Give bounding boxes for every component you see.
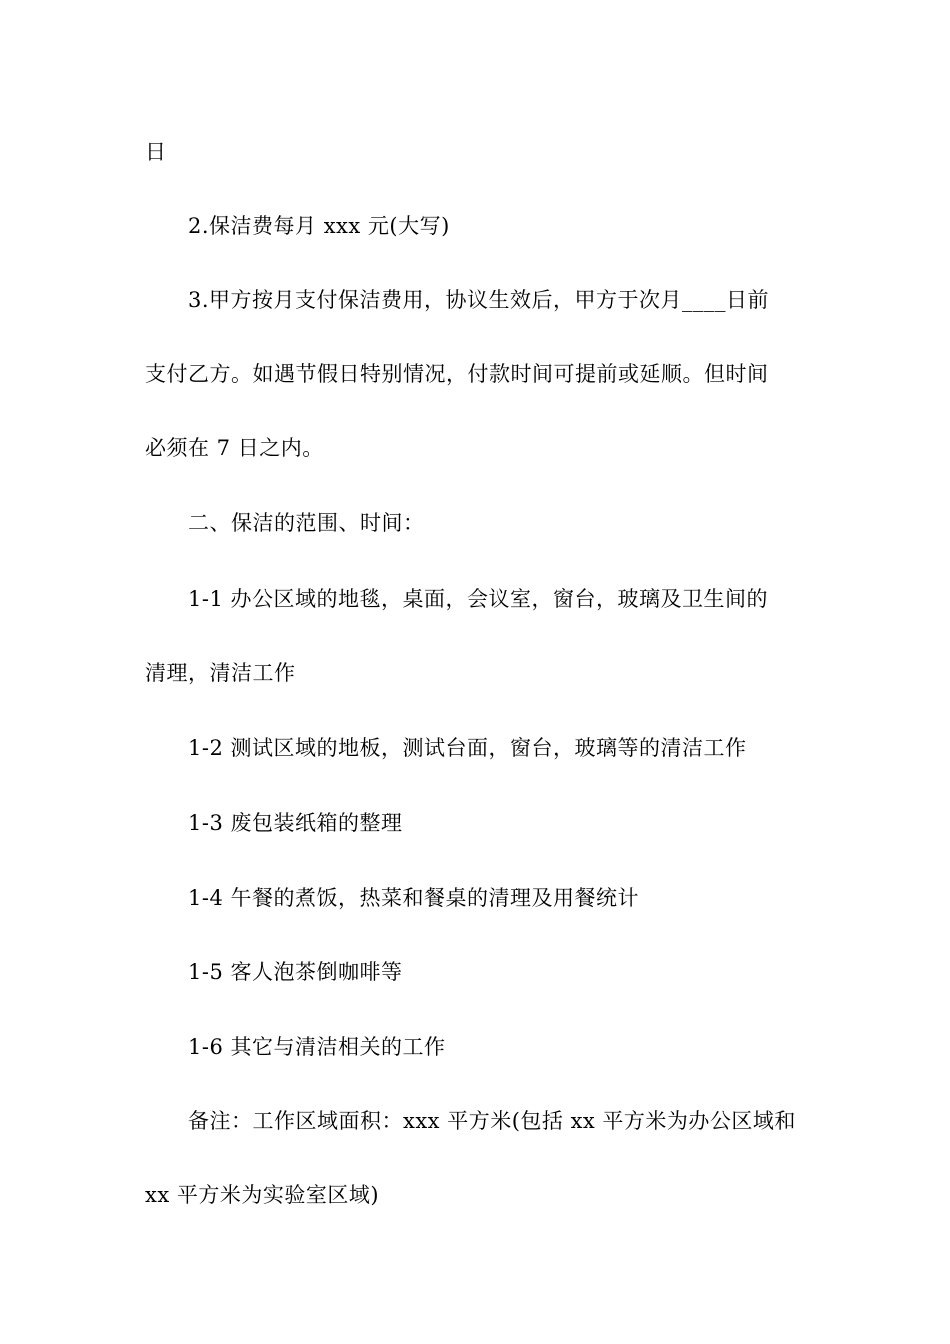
- list-item-1-1-cont: 清理，清洁工作: [145, 661, 296, 685]
- list-item-1-5: 1-5 客人泡茶倒咖啡等: [188, 960, 403, 984]
- list-item-1-3: 1-3 废包装纸箱的整理: [188, 811, 403, 835]
- section-heading-scope: 二、保洁的范围、时间：: [188, 511, 425, 535]
- list-item-1-6: 1-6 其它与清洁相关的工作: [188, 1035, 446, 1059]
- text-line-payment-deadline: 必须在 7 日之内。: [145, 436, 324, 460]
- text-line-payment-terms-cont: 支付乙方。如遇节假日特别情况，付款时间可提前或延顺。但时间: [145, 362, 769, 386]
- list-item-1-2: 1-2 测试区域的地板，测试台面，窗台，玻璃等的清洁工作: [188, 736, 747, 760]
- text-line-payment-terms: 3.甲方按月支付保洁费用，协议生效后，甲方于次月____日前: [188, 288, 770, 312]
- list-item-1-4: 1-4 午餐的煮饭，热菜和餐桌的清理及用餐统计: [188, 886, 639, 910]
- list-item-1-1: 1-1 办公区域的地毯，桌面，会议室，窗台，玻璃及卫生间的: [188, 587, 768, 611]
- text-line-date-fragment: 日: [145, 140, 167, 164]
- text-line-remark-cont: xx 平方米为实验室区域): [145, 1183, 380, 1207]
- text-line-remark: 备注：工作区域面积：xxx 平方米(包括 xx 平方米为办公区域和: [188, 1109, 796, 1133]
- text-line-fee-monthly: 2.保洁费每月 xxx 元(大写): [188, 214, 450, 238]
